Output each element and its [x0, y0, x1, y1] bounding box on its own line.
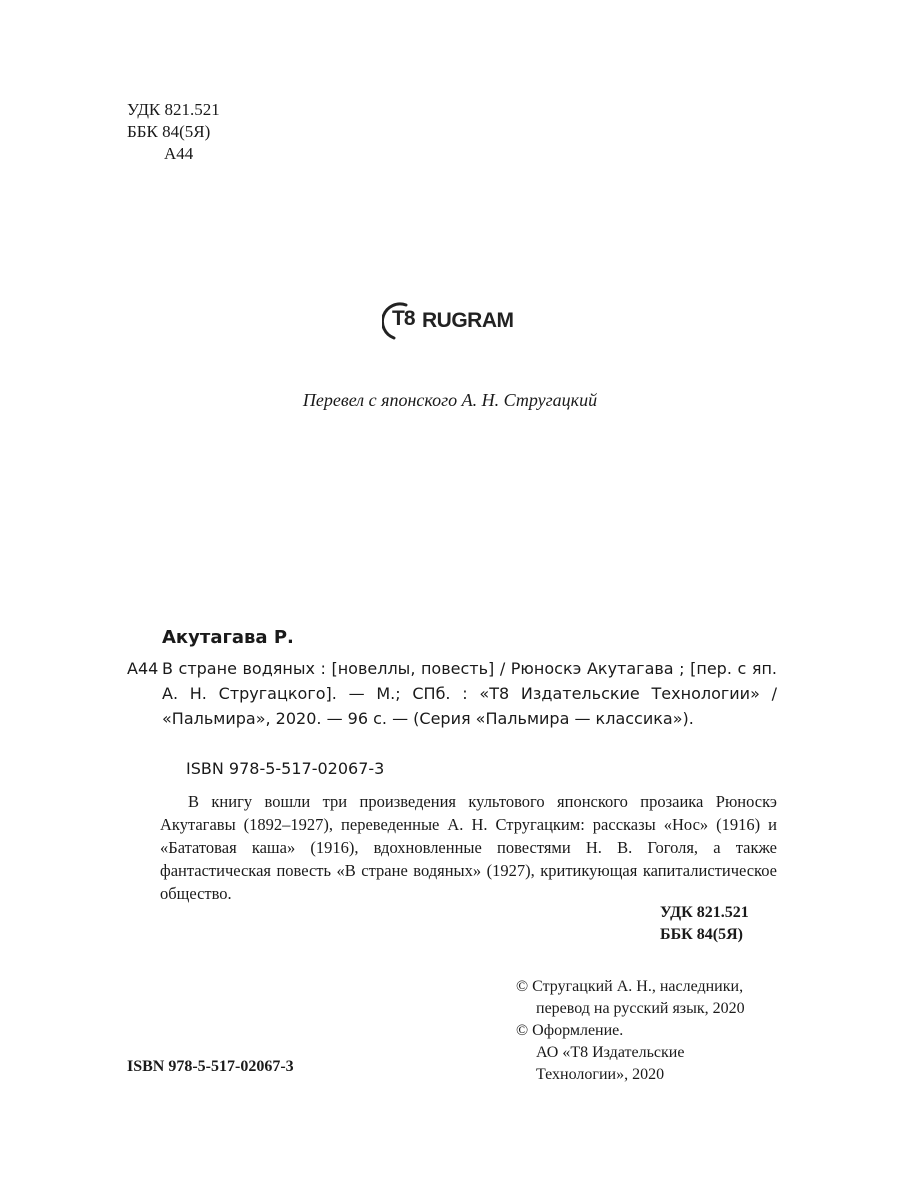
bbk-code: ББК 84(5Я): [127, 122, 211, 141]
copyright-line-5: Технологии», 2020: [536, 1066, 665, 1083]
copyright-block: [516, 976, 745, 1086]
publisher-logo: [382, 300, 514, 340]
t8-logo-icon: [382, 300, 418, 340]
udk-code: УДК 821.521: [127, 100, 220, 119]
copyright-line-4: АО «Т8 Издательские: [536, 1044, 685, 1061]
annotation: [160, 790, 777, 905]
isbn-bottom: ISBN 978-5-517-02067-3: [127, 1058, 294, 1075]
catalog-author: Акутагава Р.: [162, 627, 294, 648]
copyright-line-2: перевод на русский язык, 2020: [536, 1000, 745, 1017]
author-mark: А44: [164, 144, 194, 163]
header-codes: [127, 99, 220, 165]
footer-codes: [660, 902, 749, 946]
logo-name: RUGRAM: [422, 309, 514, 332]
catalog-description: В стране водяных : [новеллы, повесть] / Рюноскэ Акутагава ; [пер. с яп. А. Н. Стругацкого]. — М.; СПб. : «Т8 Издательские Технологии» / «Пальмира», 2020. — 96 с. — (Серия «Пальмира — классика»).: [162, 659, 777, 728]
logo-mark-text: T8: [392, 307, 415, 330]
annotation-text: В книгу вошли три произведения культового японского прозаика Рюноскэ Акутагавы (1892–1927), переведенные А. Н. Стругацким: рассказы «Нос» (1916) и «Бататовая каша» (1916), вдохновленные повестями Н. В. Гоголя, а также фантастическая повесть «В стране водяных» (1927), критикующая капиталистическое общество.: [160, 792, 777, 903]
footer-udk: УДК 821.521: [660, 904, 749, 921]
footer-bbk: ББК 84(5Я): [660, 926, 743, 943]
copyright-line-1: © Стругацкий А. Н., наследники,: [516, 978, 744, 995]
catalog-author-mark: А44: [127, 659, 159, 678]
copyright-line-3: © Оформление.: [516, 1022, 624, 1039]
catalog-entry: [127, 656, 777, 731]
translator-line: Перевел с японского А. Н. Стругацкий: [302, 390, 598, 410]
catalog-isbn: ISBN 978-5-517-02067-3: [186, 759, 385, 778]
